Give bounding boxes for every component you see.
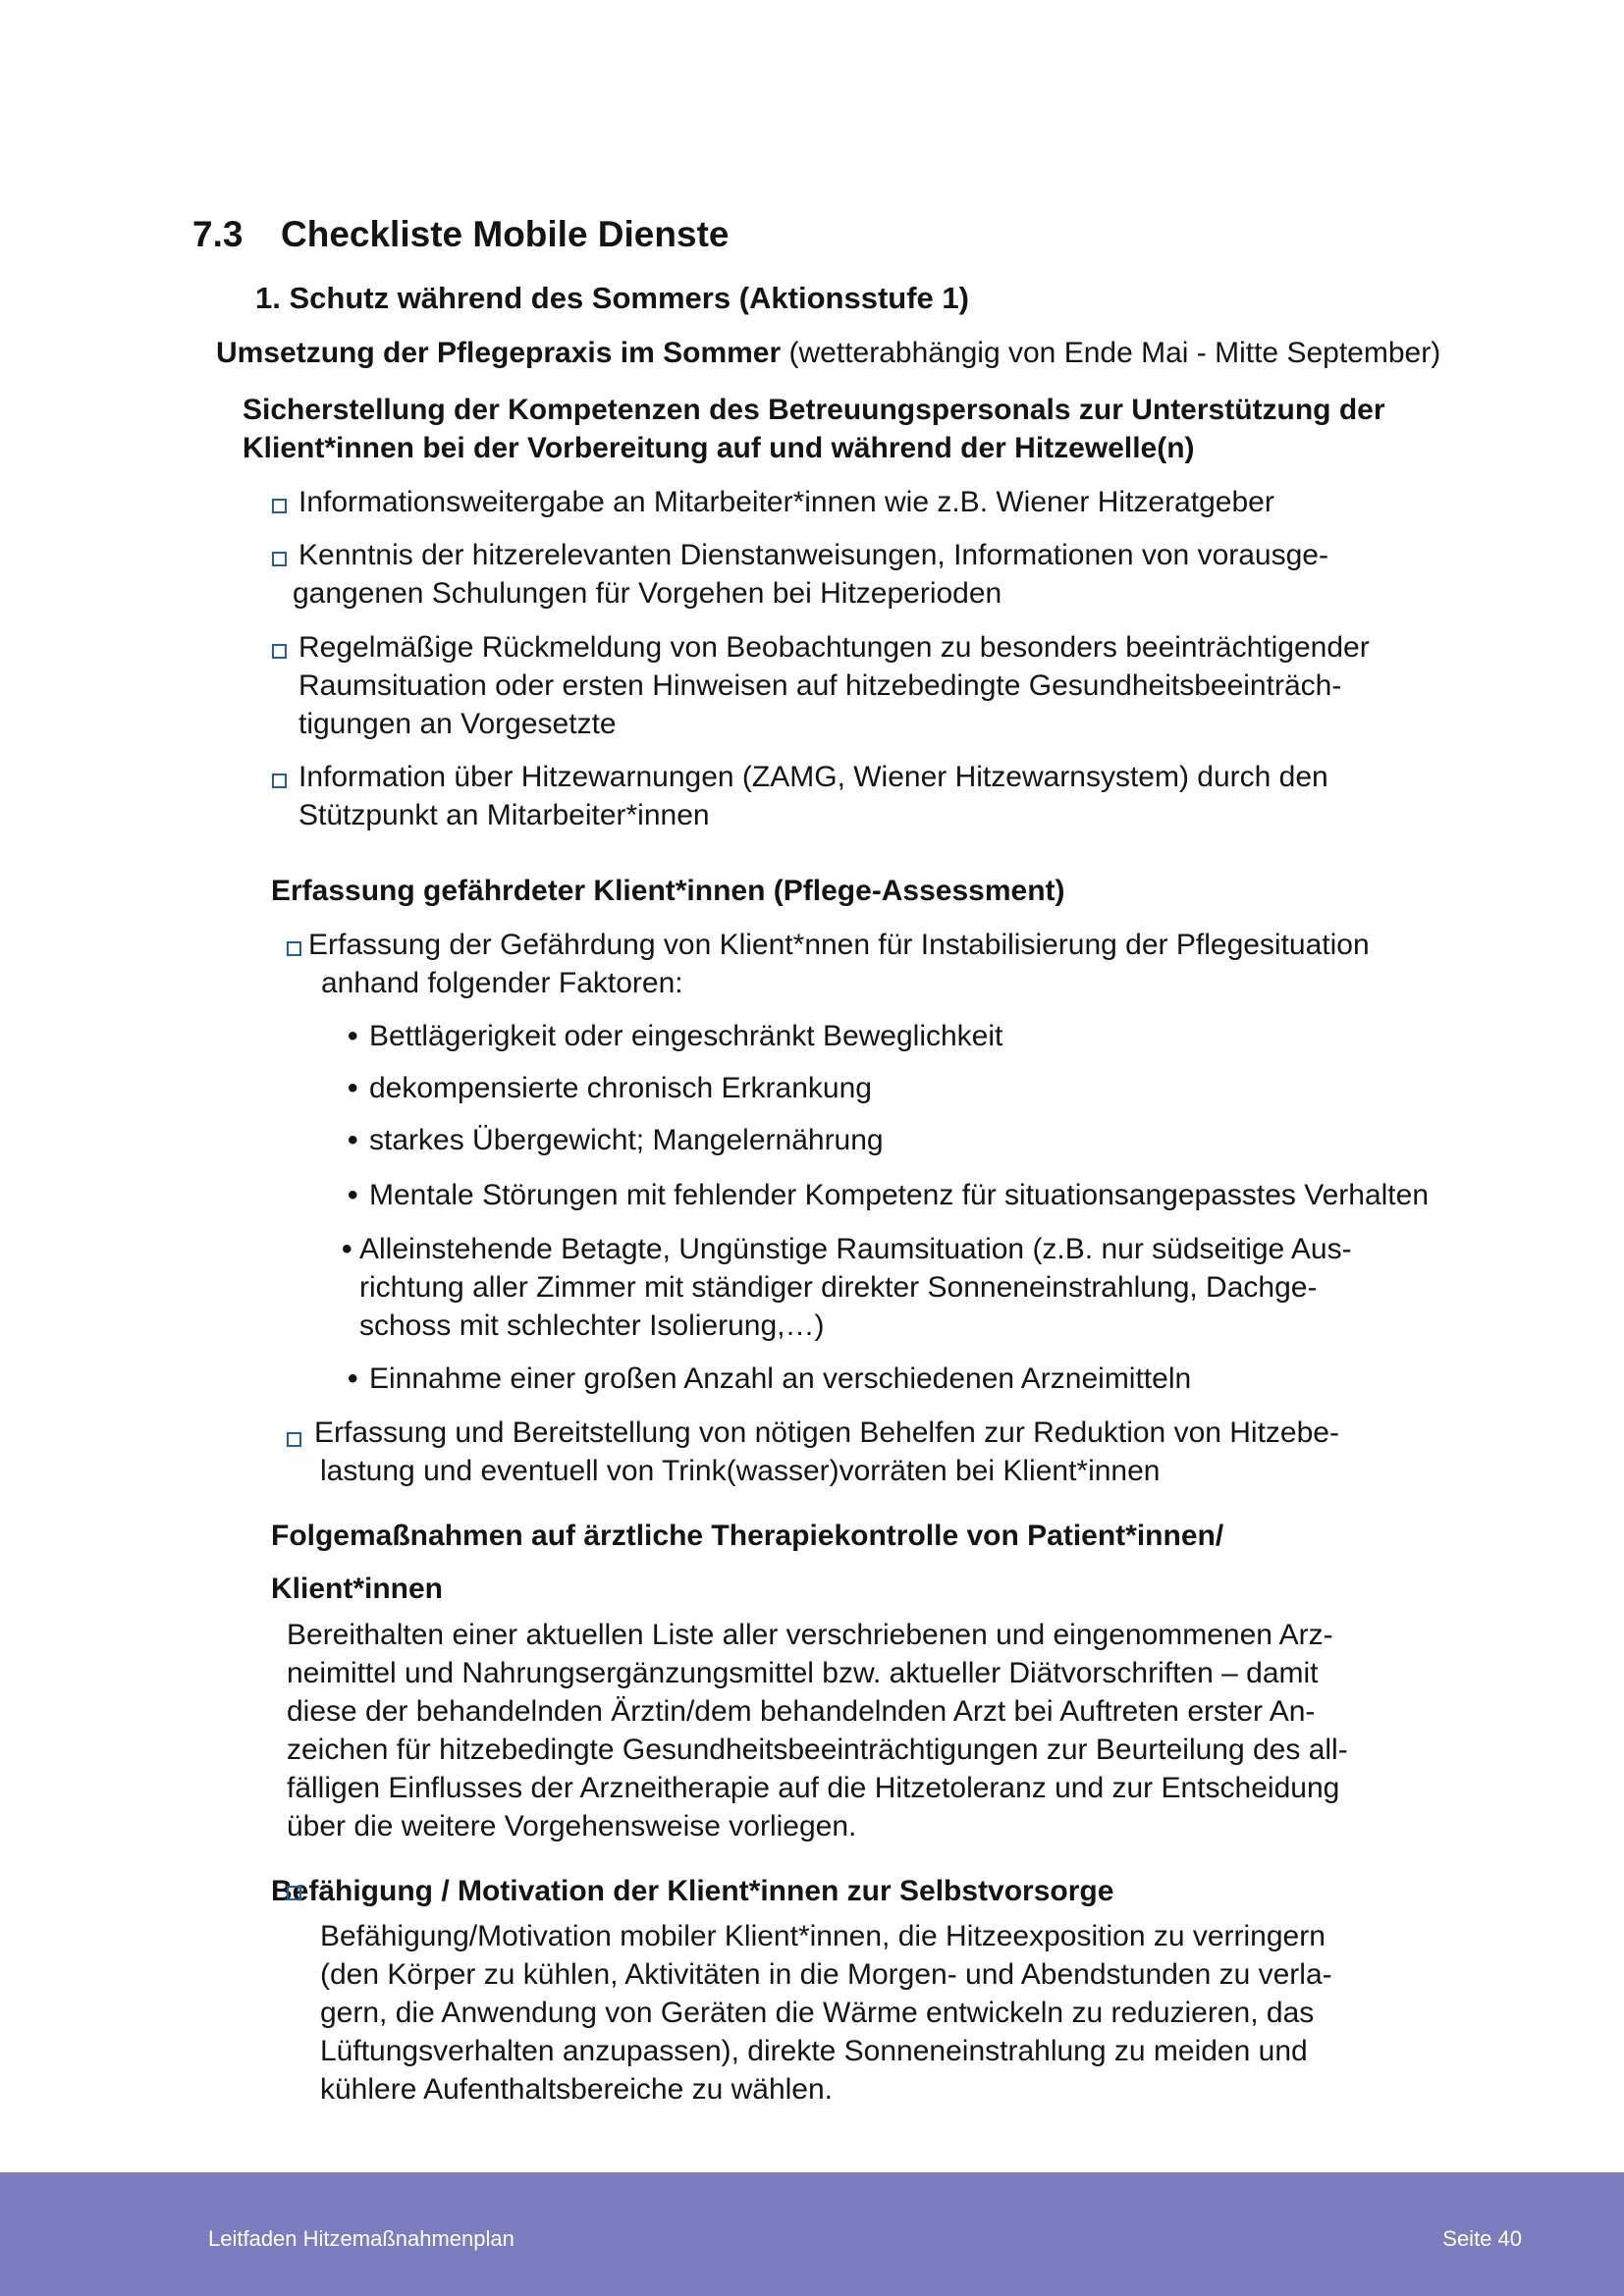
- competence-item-1: [298, 483, 1274, 521]
- assessment-heading: Erfassung gefährdeter Klient*innen (Pflege-Assessment): [271, 875, 1065, 907]
- competence-item-2: [293, 536, 1510, 613]
- bullet-line: Mentale Störungen mit fehlender Kompetenz für situationsangepasstes Verhalten: [369, 1179, 1430, 1211]
- empowerment-paragraph: [320, 1917, 1508, 2109]
- bullet-icon: •: [348, 1362, 358, 1395]
- empowerment-line: gern, die Anwendung von Geräten die Wärme entwickeln zu reduzieren, das: [320, 1997, 1315, 2029]
- competence-item-3-line: tigungen an Vorgesetzte: [298, 708, 617, 740]
- bullet-icon: •: [348, 1124, 358, 1156]
- section-title-text: Checkliste Mobile Dienste: [281, 214, 730, 254]
- bullet-item: [348, 1069, 872, 1107]
- bullet-item: [348, 1017, 1002, 1055]
- bullet-item: [348, 1176, 1518, 1214]
- competence-item-2-line: Kenntnis der hitzerelevanten Dienstanweisungen, Informationen von vorausge-: [298, 539, 1328, 571]
- competence-item-1-line: Informationsweitergabe an Mitarbeiter*innen wie z.B. Wiener Hitzeratgeber: [298, 486, 1274, 518]
- competence-heading: [243, 391, 1519, 467]
- competence-item-4: [298, 758, 1516, 834]
- therapy-line: über die weitere Vorgehensweise vorliegen.: [287, 1810, 857, 1842]
- empowerment-line: Befähigung/Motivation mobiler Klient*innen, die Hitzeexposition zu verringern: [320, 1920, 1326, 1952]
- footer-document-title: Leitfaden Hitzemaßnahmenplan: [208, 2226, 514, 2251]
- section-number: 7.3: [192, 214, 244, 254]
- empowerment-line: Lüftungsverhalten anzupassen), direkte Sonneneinstrahlung zu meiden und: [320, 2035, 1308, 2067]
- section-title: [192, 214, 729, 255]
- bullet-item: [348, 1121, 884, 1159]
- empowerment-line: (den Körper zu kühlen, Aktivitäten in die Morgen- und Abendstunden zu verla-: [320, 1958, 1332, 1991]
- bullet-line: richtung aller Zimmer mit ständiger direkter Sonneneinstrahlung, Dachge-: [359, 1271, 1318, 1304]
- competence-item-3: [298, 628, 1516, 743]
- assessment-item-1-line: Erfassung der Gefährdung von Klient*nnen für Instabilisierung der Pflegesituation: [308, 929, 1370, 961]
- checkbox-icon[interactable]: [272, 644, 287, 659]
- subsection-title: 1. Schutz während des Sommers (Aktionsstufe 1): [255, 281, 969, 315]
- therapy-paragraph: [287, 1616, 1508, 1845]
- therapy-line: neimittel und Nahrungsergänzungsmittel bzw. aktueller Diätvorschriften – damit: [287, 1657, 1319, 1689]
- bullet-line: Alleinstehende Betagte, Ungünstige Raumsituation (z.B. nur südseitige Aus-: [359, 1233, 1352, 1265]
- assessment-item-1: [308, 926, 1516, 1002]
- bullet-icon: •: [348, 1179, 358, 1211]
- intro-bold: Umsetzung der Pflegepraxis im Sommer: [216, 337, 782, 369]
- competence-heading-line2: Klient*innen bei der Vorbereitung auf und während der Hitzewelle(n): [243, 432, 1195, 464]
- assessment-item-1-line: anhand folgender Faktoren:: [321, 967, 683, 999]
- competence-item-4-line: Stützpunkt an Mitarbeiter*innen: [298, 799, 710, 831]
- assessment-item-2-line: lastung und eventuell von Trink(wasser)vorräten bei Klient*innen: [320, 1455, 1161, 1487]
- checkbox-icon[interactable]: [287, 941, 301, 956]
- bullet-line: schoss mit schlechter Isolierung,…): [359, 1309, 825, 1342]
- checkbox-icon[interactable]: [272, 774, 287, 788]
- assessment-item-2-line: Erfassung und Bereitstellung von nötigen Behelfen zur Reduktion von Hitzebe-: [314, 1416, 1339, 1449]
- therapy-line: Bereithalten einer aktuellen Liste aller verschriebenen und eingenommenen Arz-: [287, 1619, 1333, 1651]
- competence-item-3-line: Regelmäßige Rückmeldung von Beobachtungen zu besonders beeinträchtigender: [298, 631, 1370, 664]
- intro-line: [216, 337, 1512, 370]
- therapy-heading-line2: Klient*innen: [271, 1573, 444, 1605]
- bullet-line: Einnahme einer großen Anzahl an verschiedenen Arzneimitteln: [369, 1362, 1192, 1395]
- bullet-item: [348, 1360, 1191, 1398]
- empowerment-line: kühlere Aufenthaltsbereiche zu wählen.: [320, 2073, 834, 2106]
- bullet-line: starkes Übergewicht; Mangelernährung: [369, 1124, 884, 1156]
- checkbox-icon[interactable]: [287, 1432, 301, 1447]
- bullet-icon: •: [348, 1020, 358, 1052]
- competence-item-4-line: Information über Hitzewarnungen (ZAMG, Wiener Hitzewarnsystem) durch den: [298, 761, 1328, 793]
- empowerment-heading: Befähigung / Motivation der Klient*innen zur Selbstvorsorge: [271, 1875, 1114, 1907]
- footer-page-number: Seite 40: [1442, 2226, 1522, 2251]
- therapy-line: fälligen Einflusses der Arzneitherapie auf die Hitzetoleranz und zur Entscheidung: [287, 1772, 1340, 1804]
- therapy-heading-line1: Folgemaßnahmen auf ärztliche Therapiekontrolle von Patient*innen/: [271, 1520, 1224, 1552]
- competence-heading-line1: Sicherstellung der Kompetenzen des Betreuungspersonals zur Unterstützung der: [243, 394, 1385, 426]
- competence-item-2-line: gangenen Schulungen für Vorgehen bei Hitzeperioden: [293, 577, 1002, 610]
- bullet-icon: •: [348, 1072, 358, 1104]
- bullet-line: dekompensierte chronisch Erkrankung: [369, 1072, 872, 1104]
- bullet-item: [342, 1230, 1526, 1345]
- bullet-line: Bettlägerigkeit oder eingeschränkt Beweglichkeit: [369, 1020, 1003, 1052]
- intro-normal: (wetterabhängig von Ende Mai - Mitte September): [788, 337, 1441, 369]
- checkbox-icon[interactable]: [272, 552, 287, 566]
- checkbox-icon[interactable]: [272, 499, 287, 513]
- competence-item-3-line: Raumsituation oder ersten Hinweisen auf hitzebedingte Gesundheitsbeeinträch-: [298, 669, 1342, 702]
- assessment-item-2: [314, 1414, 1512, 1490]
- checkbox-icon[interactable]: [287, 1886, 301, 1900]
- therapy-line: diese der behandelnden Ärztin/dem behandelnden Arzt bei Auftreten erster An-: [287, 1695, 1316, 1728]
- bullet-icon: •: [342, 1233, 352, 1265]
- therapy-line: zeichen für hitzebedingte Gesundheitsbeeinträchtigungen zur Beurteilung des all-: [287, 1734, 1348, 1766]
